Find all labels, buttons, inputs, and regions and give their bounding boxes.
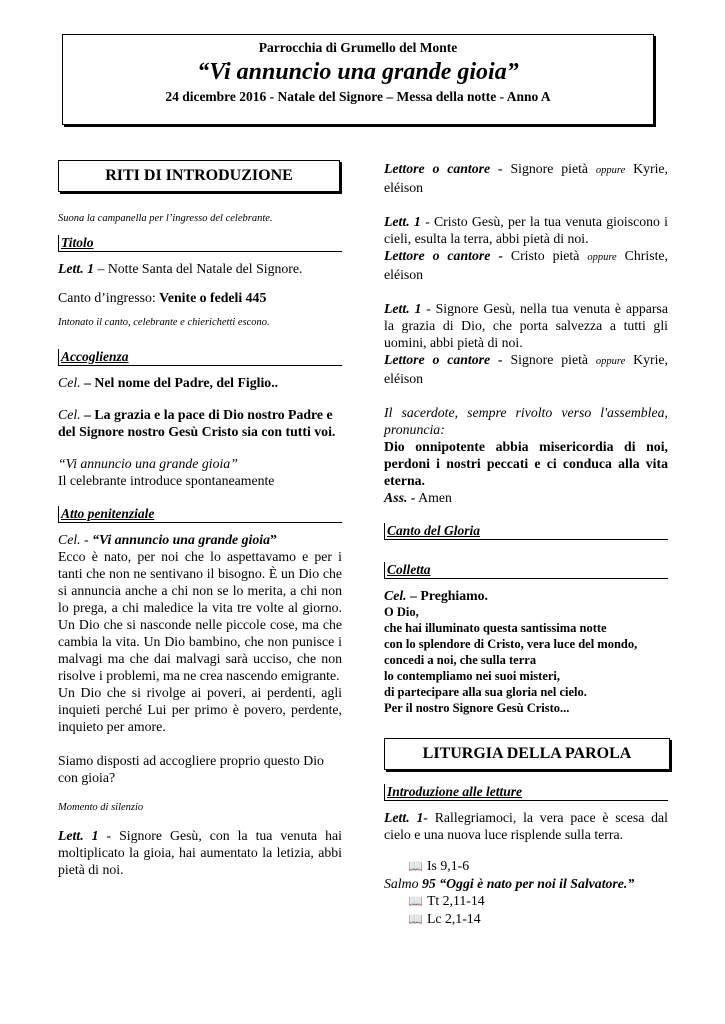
note-canto: Intonato il canto, celebrante e chierichetti escono. [58,317,270,328]
reading-tt: 📖 Tt 2,11-14 [408,893,485,908]
response-2: Lettore o cantore - Cristo pietà oppure Christe, eléison [384,248,668,282]
left-column [58,160,342,878]
introduce-line: Il celebrante introduce spontaneamente [58,473,275,488]
reading-lc: 📖 Lc 2,1-14 [408,911,481,926]
heading-accoglienza: Accoglienza [58,349,342,366]
colletta-line: con lo splendore di Cristo, vera luce del mondo, [384,637,638,651]
titolo-line: Lett. 1 – Notte Santa del Natale del Signore. [58,261,303,276]
heading-titolo: Titolo [58,235,342,252]
heading-colletta: Colletta [384,562,668,579]
section-riti-introduzione: RITI DI INTRODUZIONE [58,160,340,192]
heading-atto-penitenziale: Atto penitenziale [58,506,342,523]
colletta-line: lo contempliamo nei suoi misteri, [384,669,561,683]
sacerdote-rubric: Il sacerdote, sempre rivolto verso l'assemblea, pronuncia: [384,405,668,437]
canto-ingresso: Canto d’ingresso: Venite o fedeli 445 [58,290,267,305]
page-subtitle: 24 dicembre 2016 - Natale del Signore – Messa della notte - Anno A [165,89,551,104]
response-1: Lettore o cantore - Signore pietà oppure Kyrie, eléison [384,161,669,195]
page-title: “Vi annuncio una grande gioia” [197,59,519,85]
atto-body-2: Un Dio che si rivolge ai poveri, ai perdenti, agli inquieti perché Lui per primo è povero, perdente, inquieto per amore. [58,685,342,734]
atto-body-3: Siamo disposti ad accogliere proprio questo Dio con gioia? [58,753,324,785]
salmo-line: Salmo 95 “Oggi è nato per noi il Salvatore.” [384,876,635,891]
lett1-invocation-2: Lett. 1 - Cristo Gesù, per la tua venuta gioiscono i cieli, esulta la terra, abbi pietà di noi. [384,214,668,246]
book-icon: 📖 [408,894,423,908]
book-icon: 📖 [408,859,423,873]
right-column [384,160,668,928]
colletta-line: di partecipare alla sua gloria nel cielo. [384,685,587,699]
parish-name: Parrocchia di Grumello del Monte [258,40,458,55]
header-box [62,34,654,125]
note-silenzio: Momento di silenzio [58,802,144,813]
lett1-invocation-1: Lett. 1 - Signore Gesù, con la tua venuta hai moltiplicato la gioia, hai aumentato la letizia, abbi pietà di noi. [58,828,343,877]
section-liturgia-parola: LITURGIA DELLA PAROLA [384,738,670,770]
atto-cel-line: Cel. - “Vi annuncio una grande gioia” [58,532,277,547]
cel-line-2: Cel. – La grazia e la pace di Dio nostro Padre e del Signore nostro Gesù Cristo sia con tutti voi. [58,407,336,439]
intro-letture-text: Lett. 1- Rallegriamoci, la vera pace è scesa dal cielo e una nuova luce risplende sulla terra. [384,810,668,842]
heading-canto-gloria: Canto del Gloria [384,523,668,540]
colletta-line: O Dio, [384,605,419,619]
preghiamo-line: Cel. – Preghiamo. [384,588,488,603]
lett1-invocation-3: Lett. 1 - Signore Gesù, nella tua venuta è apparsa la grazia di Dio, che porta salvezza a tutti gli uomini, abbi pietà di noi. [384,301,668,350]
colletta-line: concedi a noi, che sulla terra [384,653,537,667]
amen-line: Ass. - Amen [384,490,452,505]
vi-annuncio-line: “Vi annuncio una grande gioia” [58,456,238,471]
colletta-line: Per il nostro Signore Gesù Cristo... [384,701,570,715]
reading-is: 📖 Is 9,1-6 [408,858,470,873]
colletta-line: che hai illuminato questa santissima notte [384,621,607,635]
absolution-text: Dio onnipotente abbia misericordia di noi, perdoni i nostri peccati e ci conduca alla vita eterna. [384,439,668,488]
heading-introduzione-letture: Introduzione alle letture [384,784,668,801]
atto-body-1: Ecco è nato, per noi che lo aspettavamo e per i tanti che non ne sentivano il bisogno. È un Dio che si annuncia anche a chi non se lo merita, a chi non lo prega, a chi maledice la vita tre volte al giorno. Un Dio che si nasconde nelle piccole cose, ma che cambia la vita. Un Dio bambino, che non punisce i malvagi ma che dai malvagi sarà ucciso, che non risolve i problemi, ma ne crea nascendo emigrante. [58,549,342,683]
note-campanella: Suona la campanella per l’ingresso del celebrante. [58,213,273,224]
response-3: Lettore o cantore - Signore pietà oppure Kyrie, eléison [384,352,669,386]
cel-line-1: Cel. – Nel nome del Padre, del Figlio.. [58,375,279,390]
colletta-prayer [384,604,668,716]
book-icon: 📖 [408,912,423,926]
